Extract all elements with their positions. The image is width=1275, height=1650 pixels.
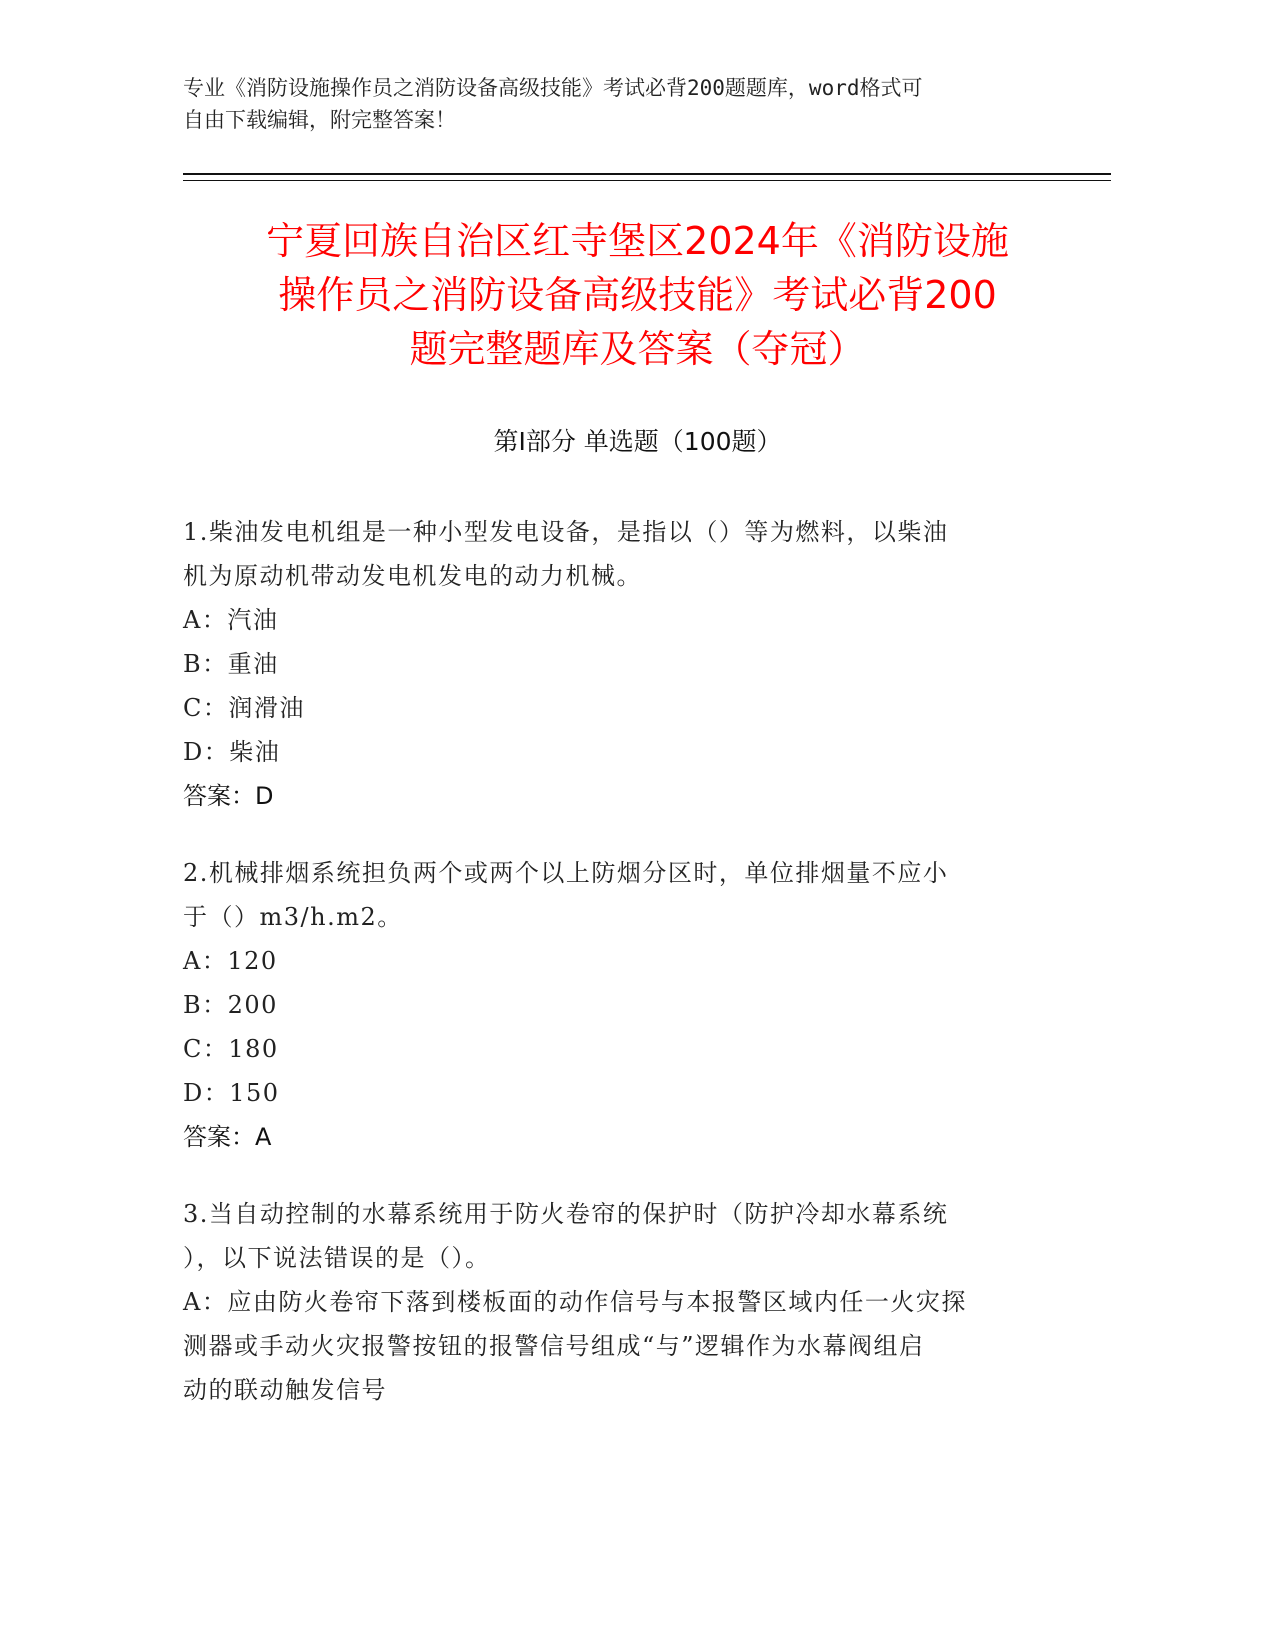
section-heading: 第Ⅰ部分 单选题（100题） [493,427,782,456]
option-b: B：200 [183,991,278,1019]
question-3 [183,1192,1083,1412]
header-divider-thin [183,180,1111,181]
question-stem-line: 于（）m3/h.m2。 [183,903,403,931]
header-note-line-1: 专业《消防设施操作员之消防设备高级技能》考试必背200题题库，word格式可 [183,76,923,100]
answer-line: 答案：D [183,782,274,810]
question-stem-line: 1.柴油发电机组是一种小型发电设备，是指以（）等为燃料，以柴油 [183,518,949,546]
option-c: C：润滑油 [183,694,305,722]
document-title-line-3: 题完整题库及答案（夺冠） [409,327,866,371]
document-title [140,214,1135,376]
header-divider-thick [183,173,1111,175]
header-note-line-2: 自由下载编辑，附完整答案！ [183,108,456,132]
document-title-line-1: 宁夏回族自治区红寺堡区2024年《消防设施 [266,219,1009,263]
option-a-line: 测器或手动火灾报警按钮的报警信号组成“与”逻辑作为水幕阀组启 [183,1332,925,1360]
option-a: A：120 [183,947,278,975]
option-d: D：柴油 [183,738,281,766]
question-stem-line: 机为原动机带动发电机发电的动力机械。 [183,562,642,590]
header-note [183,72,1043,136]
question-stem-line: 3.当自动控制的水幕系统用于防火卷帘的保护时（防护冷却水幕系统 [183,1200,949,1228]
option-a-line: A：应由防火卷帘下落到楼板面的动作信号与本报警区域内任一火灾探 [183,1288,967,1316]
option-a: A：汽油 [183,606,279,634]
option-d: D：150 [183,1079,280,1107]
option-b: B：重油 [183,650,279,678]
question-2 [183,851,1083,1159]
answer-line: 答案：A [183,1123,272,1151]
option-a-line: 动的联动触发信号 [183,1376,387,1404]
document-title-line-2: 操作员之消防设备高级技能》考试必背200 [278,273,997,317]
question-stem-line: ），以下说法错误的是（）。 [183,1244,491,1272]
question-1 [183,510,1083,818]
question-stem-line: 2.机械排烟系统担负两个或两个以上防烟分区时，单位排烟量不应小 [183,859,949,887]
question-list [183,510,1083,1445]
option-c: C：180 [183,1035,279,1063]
